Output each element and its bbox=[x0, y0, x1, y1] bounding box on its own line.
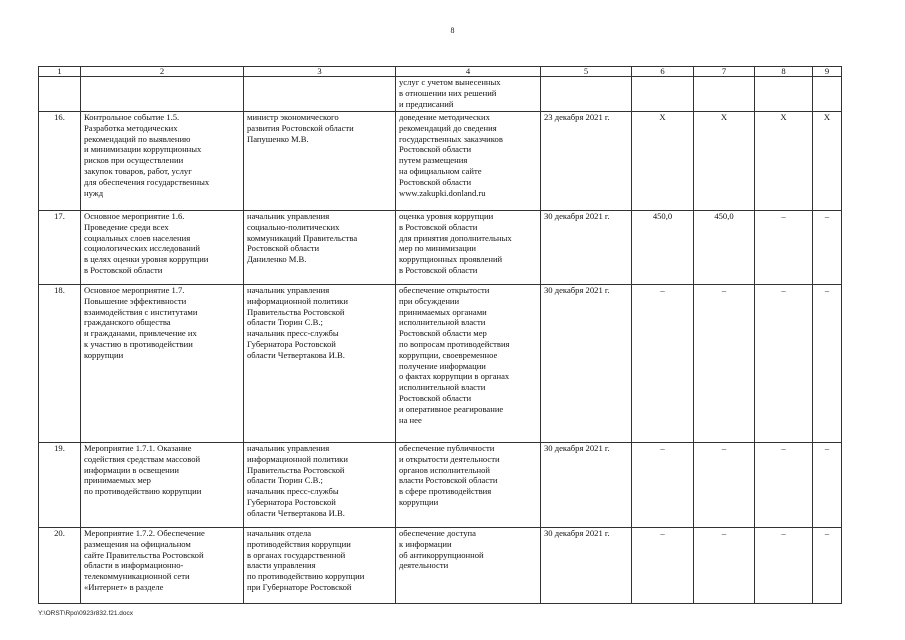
result-cell: обеспечение публичности и открытости деятельности органов исполнительной власти Ростовской области в сфере противодействия коррупции bbox=[396, 443, 541, 528]
column-header: 6 bbox=[632, 67, 694, 77]
table-row bbox=[39, 285, 842, 443]
value-cell: – bbox=[632, 528, 694, 604]
result-cell: услуг с учетом вынесенных в отношении них решений и предписаний bbox=[396, 77, 541, 112]
value-cell: – bbox=[755, 528, 813, 604]
date-cell: 30 декабря 2021 г. bbox=[541, 211, 632, 285]
value-cell: – bbox=[755, 285, 813, 443]
value-cell: – bbox=[694, 528, 755, 604]
value-cell: – bbox=[694, 285, 755, 443]
value-cell: – bbox=[632, 285, 694, 443]
date-cell: 23 декабря 2021 г. bbox=[541, 112, 632, 211]
file-path-footer: Y:\ORST\Rpo\0923r832.f21.docx bbox=[38, 610, 134, 617]
value-cell: 450,0 bbox=[694, 211, 755, 285]
row-number: 16. bbox=[39, 112, 81, 211]
responsible-cell: министр экономического развития Ростовской области Папушенко М.В. bbox=[244, 112, 396, 211]
column-header: 9 bbox=[813, 67, 842, 77]
date-cell: 30 декабря 2021 г. bbox=[541, 528, 632, 604]
responsible-cell: начальник управления информационной политики Правительства Ростовской области Тюрин С.В.; начальник пресс-службы Губернатора Ростовской области Четвертакова И.В. bbox=[244, 285, 396, 443]
result-cell: доведение методических рекомендаций до сведения государственных заказчиков Ростовской области путем размещения на официальном сайте Ростовской области www.zakupki.donland.ru bbox=[396, 112, 541, 211]
event-cell: Мероприятие 1.7.2. Обеспечение размещения на официальном сайте Правительства Ростовской области в информационно- телекоммуникационной сети «Интернет» в разделе bbox=[81, 528, 244, 604]
event-cell: Мероприятие 1.7.1. Оказание содействия средствам массовой информации в освещении принимаемых мер по противодействию коррупции bbox=[81, 443, 244, 528]
value-cell: – bbox=[813, 211, 842, 285]
responsible-cell: начальник управления социально-политических коммуникаций Правительства Ростовской области Даниленко М.В. bbox=[244, 211, 396, 285]
column-header: 4 bbox=[396, 67, 541, 77]
column-header: 7 bbox=[694, 67, 755, 77]
value-cell: – bbox=[813, 443, 842, 528]
value-cell: – bbox=[755, 211, 813, 285]
table-row bbox=[39, 112, 842, 211]
event-cell: Основное мероприятие 1.6. Проведение среди всех социальных слоев населения социологических исследований в целях оценки уровня коррупции в Ростовской области bbox=[81, 211, 244, 285]
column-number-row bbox=[39, 67, 842, 77]
result-cell: обеспечение доступа к информации об антикоррупционной деятельности bbox=[396, 528, 541, 604]
result-cell: обеспечение открытости при обсуждении принимаемых органами исполнительной власти Ростовской области мер по вопросам противодействия коррупции, своевременное получение информации о фактах коррупции в органах исполнительной власти Ростовской области и оперативное реагирование на нее bbox=[396, 285, 541, 443]
column-header: 8 bbox=[755, 67, 813, 77]
value-cell: – bbox=[632, 443, 694, 528]
event-cell: Контрольное событие 1.5. Разработка методических рекомендаций по выявлению и минимизации коррупционных рисков при осуществлении закупок товаров, работ, услуг для обеспечения государственных нужд bbox=[81, 112, 244, 211]
table-row bbox=[39, 528, 842, 604]
event-cell: Основное мероприятие 1.7. Повышение эффективности взаимодействия с институтами гражданского общества и гражданами, привлечение их к участию в противодействии коррупции bbox=[81, 285, 244, 443]
result-cell: оценка уровня коррупции в Ростовской области для принятия дополнительных мер по минимизации коррупционных проявлений в Ростовской области bbox=[396, 211, 541, 285]
responsible-cell: начальник отдела противодействия коррупции в органах государственной власти управления по противодействию коррупции при Губернаторе Ростовской bbox=[244, 528, 396, 604]
table-row bbox=[39, 211, 842, 285]
row-number: 18. bbox=[39, 285, 81, 443]
column-header: 5 bbox=[541, 67, 632, 77]
column-header: 1 bbox=[39, 67, 81, 77]
page-number: 8 bbox=[450, 26, 455, 35]
row-number: 17. bbox=[39, 211, 81, 285]
value-cell: – bbox=[813, 528, 842, 604]
row-number: 19. bbox=[39, 443, 81, 528]
value-cell: Х bbox=[632, 112, 694, 211]
responsible-cell: начальник управления информационной политики Правительства Ростовской области Тюрин С.В.; начальник пресс-службы Губернатора Ростовской области Четвертакова И.В. bbox=[244, 443, 396, 528]
plan-table bbox=[38, 66, 842, 604]
date-cell: 30 декабря 2021 г. bbox=[541, 443, 632, 528]
value-cell: Х bbox=[694, 112, 755, 211]
row-number: 20. bbox=[39, 528, 81, 604]
value-cell: Х bbox=[813, 112, 842, 211]
date-cell: 30 декабря 2021 г. bbox=[541, 285, 632, 443]
column-header: 2 bbox=[81, 67, 244, 77]
value-cell: 450,0 bbox=[632, 211, 694, 285]
value-cell: – bbox=[694, 443, 755, 528]
value-cell: – bbox=[755, 443, 813, 528]
value-cell: – bbox=[813, 285, 842, 443]
column-header: 3 bbox=[244, 67, 396, 77]
value-cell: Х bbox=[755, 112, 813, 211]
continuation-row bbox=[39, 77, 842, 112]
table-row bbox=[39, 443, 842, 528]
